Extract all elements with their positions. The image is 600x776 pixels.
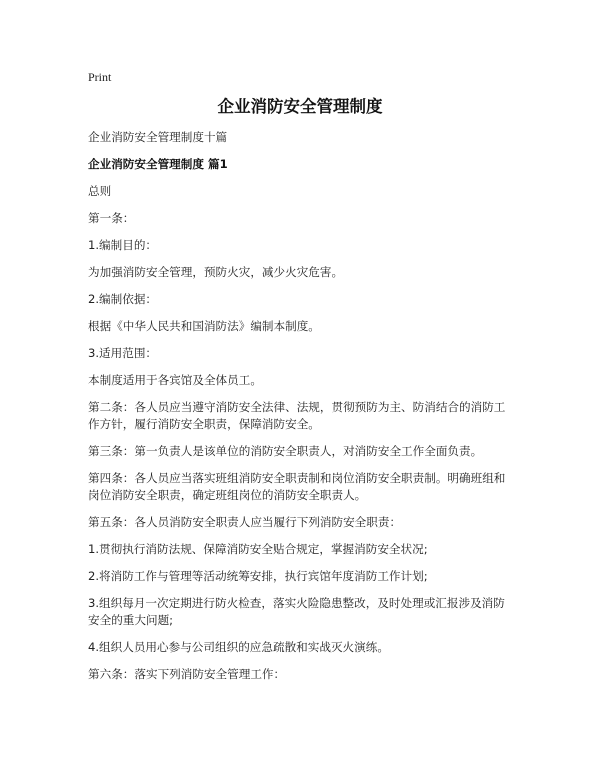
paragraph: 第三条：第一负责人是该单位的消防安全职责人，对消防安全工作全面负责。 — [88, 444, 483, 458]
paragraph: 3.组织每月一次定期进行防火检查，落实火险隐患整改，及时处理或汇报涉及消防安全的重大问题; — [88, 596, 505, 627]
print-link[interactable]: Print — [88, 70, 112, 84]
paragraph: 第六条：落实下列消防安全管理工作： — [88, 667, 286, 681]
document-title: 企业消防安全管理制度 — [217, 97, 383, 116]
paragraph: 4.组织人员用心参与公司组织的应急疏散和实战灭火演练。 — [88, 640, 389, 654]
section-heading: 企业消防安全管理制度 篇1 — [88, 157, 228, 171]
paragraph: 第五条：各人员消防安全职责人应当履行下列消防安全职责： — [88, 515, 402, 529]
document-body — [88, 129, 512, 683]
paragraph: 2.将消防工作与管理等活动统筹安排，执行宾馆年度消防工作计划; — [88, 569, 428, 583]
paragraph: 根据《中华人民共和国消防法》编制本制度。 — [88, 319, 320, 333]
paragraph: 第二条：各人员应当遵守消防安全法律、法规，贯彻预防为主、防消结合的消防工作方针，履行消防安全职责，保障消防安全。 — [88, 400, 506, 431]
paragraph: 第一条： — [88, 211, 135, 225]
paragraph: 3.适用范围： — [88, 346, 158, 360]
paragraph: 本制度适用于各宾馆及全体员工。 — [88, 373, 262, 387]
paragraph: 第四条：各人员应当落实班组消防安全职责制和岗位消防安全职责制。明确班组和岗位消防安全职责，确定班组岗位的消防安全职责人。 — [88, 471, 506, 502]
paragraph: 1.贯彻执行消防法规、保障消防安全贴合规定，掌握消防安全状况; — [88, 542, 428, 556]
paragraph: 总则 — [88, 184, 112, 198]
paragraph: 1.编制目的： — [88, 238, 158, 252]
paragraph: 企业消防安全管理制度十篇 — [88, 130, 228, 144]
paragraph: 2.编制依据： — [88, 292, 158, 306]
paragraph: 为加强消防安全管理，预防火灾，减少火灾危害。 — [88, 265, 344, 279]
